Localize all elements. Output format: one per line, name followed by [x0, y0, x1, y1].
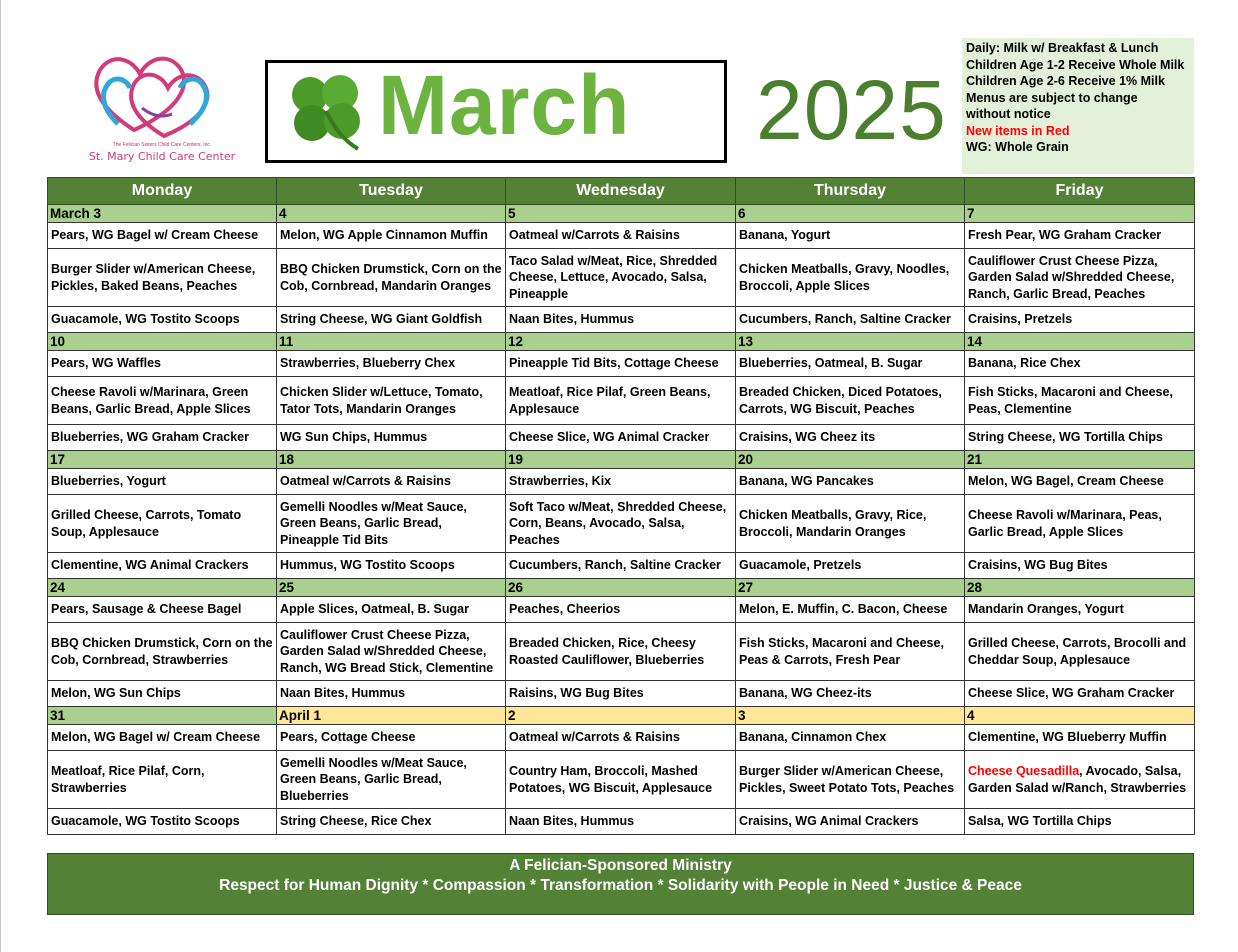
breakfast-cell: Strawberries, Blueberry Chex	[277, 351, 506, 377]
breakfast-cell: Pineapple Tid Bits, Cottage Cheese	[506, 351, 736, 377]
shamrock-icon	[282, 71, 370, 153]
note-new-items-red: New items in Red	[966, 123, 1070, 138]
hearts-logo-icon	[72, 38, 252, 142]
snack-cell: String Cheese, WG Tortilla Chips	[965, 425, 1195, 451]
lunch-row	[48, 495, 1195, 553]
lunch-cell: Soft Taco w/Meat, Shredded Cheese, Corn, Beans, Avocado, Salsa, Peaches	[506, 495, 736, 553]
weekday-header: Friday	[965, 178, 1195, 205]
lunch-cell: Cheese Ravoli w/Marinara, Peas, Garlic Bread, Apple Slices	[965, 495, 1195, 553]
breakfast-cell: Melon, WG Bagel, Cream Cheese	[965, 469, 1195, 495]
breakfast-cell: Blueberries, Yogurt	[48, 469, 277, 495]
lunch-cell: Gemelli Noodles w/Meat Sauce, Green Beans, Garlic Bread, Pineapple Tid Bits	[277, 495, 506, 553]
menu-calendar-table	[47, 177, 1195, 835]
weekday-header: Monday	[48, 178, 277, 205]
lunch-cell: Cauliflower Crust Cheese Pizza, Garden Salad w/Shredded Cheese, Ranch, WG Bread Stick, Clementine	[277, 623, 506, 681]
snack-cell: Cucumbers, Ranch, Saltine Cracker	[506, 553, 736, 579]
menu-notes-panel	[962, 38, 1194, 174]
breakfast-cell: Banana, WG Pancakes	[736, 469, 965, 495]
breakfast-cell: Strawberries, Kix	[506, 469, 736, 495]
weekday-header: Wednesday	[506, 178, 736, 205]
breakfast-cell: Mandarin Oranges, Yogurt	[965, 597, 1195, 623]
date-cell: 5	[506, 205, 736, 223]
snack-row	[48, 809, 1195, 835]
logo-center-name: St. Mary Child Care Center	[88, 150, 236, 163]
date-cell: 26	[506, 579, 736, 597]
lunch-cell: Chicken Meatballs, Gravy, Noodles, Broccoli, Apple Slices	[736, 249, 965, 307]
snack-cell: Cucumbers, Ranch, Saltine Cracker	[736, 307, 965, 333]
month-title-box	[265, 60, 727, 163]
date-cell: 17	[48, 451, 277, 469]
lunch-cell: Chicken Slider w/Lettuce, Tomato, Tator Tots, Mandarin Oranges	[277, 377, 506, 425]
snack-cell: Banana, WG Cheez-its	[736, 681, 965, 707]
date-cell-april: 3	[736, 707, 965, 725]
lunch-cell: Burger Slider w/American Cheese, Pickles, Sweet Potato Tots, Peaches	[736, 751, 965, 809]
date-row	[48, 333, 1195, 351]
lunch-cell: Grilled Cheese, Carrots, Tomato Soup, Applesauce	[48, 495, 277, 553]
date-cell-april: April 1	[277, 707, 506, 725]
lunch-cell-rest: , Avocado, Salsa, Garden Salad w/Ranch, Strawberries	[968, 764, 1187, 795]
snack-cell: Guacamole, WG Tostito Scoops	[48, 307, 277, 333]
date-cell: 11	[277, 333, 506, 351]
weekday-header-row	[48, 178, 1195, 205]
breakfast-cell: Pears, WG Waffles	[48, 351, 277, 377]
breakfast-cell: Oatmeal w/Carrots & Raisins	[277, 469, 506, 495]
note-line: Children Age 2-6 Receive 1% Milk	[966, 74, 1165, 88]
breakfast-cell: Banana, Rice Chex	[965, 351, 1195, 377]
date-cell: 24	[48, 579, 277, 597]
lunch-row	[48, 623, 1195, 681]
breakfast-cell: Fresh Pear, WG Graham Cracker	[965, 223, 1195, 249]
snack-cell: Clementine, WG Animal Crackers	[48, 553, 277, 579]
breakfast-cell: Blueberries, Oatmeal, B. Sugar	[736, 351, 965, 377]
lunch-cell: Breaded Chicken, Diced Potatoes, Carrots, WG Biscuit, Peaches	[736, 377, 965, 425]
breakfast-cell: Pears, Sausage & Cheese Bagel	[48, 597, 277, 623]
snack-row	[48, 307, 1195, 333]
lunch-cell: BBQ Chicken Drumstick, Corn on the Cob, Cornbread, Strawberries	[48, 623, 277, 681]
snack-cell: Craisins, WG Bug Bites	[965, 553, 1195, 579]
lunch-cell: Meatloaf, Rice Pilaf, Corn, Strawberries	[48, 751, 277, 809]
breakfast-row	[48, 725, 1195, 751]
snack-row	[48, 681, 1195, 707]
snack-cell: Cheese Slice, WG Animal Cracker	[506, 425, 736, 451]
snack-cell: Craisins, WG Animal Crackers	[736, 809, 965, 835]
snack-row	[48, 425, 1195, 451]
breakfast-cell: Clementine, WG Blueberry Muffin	[965, 725, 1195, 751]
lunch-row	[48, 751, 1195, 809]
breakfast-cell: Pears, Cottage Cheese	[277, 725, 506, 751]
snack-cell: WG Sun Chips, Hummus	[277, 425, 506, 451]
breakfast-cell: Melon, E. Muffin, C. Bacon, Cheese	[736, 597, 965, 623]
lunch-cell: Chicken Meatballs, Gravy, Rice, Broccoli, Mandarin Oranges	[736, 495, 965, 553]
note-line: Daily: Milk w/ Breakfast & Lunch	[966, 41, 1159, 55]
lunch-cell: Grilled Cheese, Carrots, Brocolli and Cheddar Soup, Applesauce	[965, 623, 1195, 681]
note-line: WG: Whole Grain	[966, 140, 1069, 154]
lunch-cell: Breaded Chicken, Rice, Cheesy Roasted Cauliflower, Blueberries	[506, 623, 736, 681]
snack-cell: Naan Bites, Hummus	[506, 809, 736, 835]
date-cell: 10	[48, 333, 277, 351]
snack-cell: Cheese Slice, WG Graham Cracker	[965, 681, 1195, 707]
breakfast-cell: Oatmeal w/Carrots & Raisins	[506, 725, 736, 751]
lunch-cell: Cheese Ravoli w/Marinara, Green Beans, Garlic Bread, Apple Slices	[48, 377, 277, 425]
breakfast-cell: Pears, WG Bagel w/ Cream Cheese	[48, 223, 277, 249]
year-title: 2025	[756, 63, 947, 157]
date-cell-april: 4	[965, 707, 1195, 725]
month-title: March	[378, 58, 631, 152]
date-cell: 19	[506, 451, 736, 469]
lunch-cell: Meatloaf, Rice Pilaf, Green Beans, Applesauce	[506, 377, 736, 425]
lunch-row	[48, 377, 1195, 425]
date-cell: 12	[506, 333, 736, 351]
date-cell: 31	[48, 707, 277, 725]
snack-cell: Melon, WG Sun Chips	[48, 681, 277, 707]
lunch-cell: Burger Slider w/American Cheese, Pickles, Baked Beans, Peaches	[48, 249, 277, 307]
date-cell: 13	[736, 333, 965, 351]
snack-cell: Salsa, WG Tortilla Chips	[965, 809, 1195, 835]
snack-cell: Guacamole, Pretzels	[736, 553, 965, 579]
snack-row	[48, 553, 1195, 579]
weekday-header: Tuesday	[277, 178, 506, 205]
snack-cell: Guacamole, WG Tostito Scoops	[48, 809, 277, 835]
date-cell: 27	[736, 579, 965, 597]
snack-cell: Hummus, WG Tostito Scoops	[277, 553, 506, 579]
breakfast-row	[48, 351, 1195, 377]
footer-title: A Felician-Sponsored Ministry	[509, 857, 732, 874]
lunch-cell: Country Ham, Broccoli, Mashed Potatoes, WG Biscuit, Applesauce	[506, 751, 736, 809]
date-cell: 21	[965, 451, 1195, 469]
breakfast-cell: Oatmeal w/Carrots & Raisins	[506, 223, 736, 249]
breakfast-cell: Peaches, Cheerios	[506, 597, 736, 623]
date-cell: 7	[965, 205, 1195, 223]
date-row	[48, 451, 1195, 469]
lunch-cell: Cauliflower Crust Cheese Pizza, Garden Salad w/Shredded Cheese, Ranch, Garlic Bread, Peaches	[965, 249, 1195, 307]
snack-cell: Naan Bites, Hummus	[506, 307, 736, 333]
lunch-cell: Fish Sticks, Macaroni and Cheese, Peas & Carrots, Fresh Pear	[736, 623, 965, 681]
breakfast-cell: Melon, WG Apple Cinnamon Muffin	[277, 223, 506, 249]
date-cell: 20	[736, 451, 965, 469]
lunch-cell: Gemelli Noodles w/Meat Sauce, Green Beans, Garlic Bread, Blueberries	[277, 751, 506, 809]
footer-values: Respect for Human Dignity * Compassion * Transformation * Solidarity with People in Need * Justice & Peace	[219, 877, 1022, 894]
lunch-cell: Taco Salad w/Meat, Rice, Shredded Cheese, Lettuce, Avocado, Salsa, Pineapple	[506, 249, 736, 307]
note-line: without notice	[966, 107, 1051, 121]
logo-org-line: The Felician Sisters Child Care Centers, Inc.	[112, 142, 212, 148]
breakfast-row	[48, 469, 1195, 495]
snack-cell: String Cheese, WG Giant Goldfish	[277, 307, 506, 333]
snack-cell: Craisins, Pretzels	[965, 307, 1195, 333]
date-row	[48, 205, 1195, 223]
date-cell-april: 2	[506, 707, 736, 725]
breakfast-row	[48, 597, 1195, 623]
date-cell: 14	[965, 333, 1195, 351]
date-cell: 4	[277, 205, 506, 223]
note-line: Menus are subject to change	[966, 90, 1138, 105]
lunch-row	[48, 249, 1195, 307]
center-logo	[72, 38, 252, 168]
note-line: Children Age 1-2 Receive Whole Milk	[966, 57, 1185, 72]
lunch-cell	[965, 751, 1195, 809]
breakfast-cell: Banana, Cinnamon Chex	[736, 725, 965, 751]
snack-cell: Raisins, WG Bug Bites	[506, 681, 736, 707]
new-item-red: Cheese Quesadilla	[968, 764, 1080, 778]
date-cell: March 3	[48, 205, 277, 223]
ministry-footer	[47, 853, 1194, 915]
page-edge	[0, 0, 1, 952]
lunch-cell: BBQ Chicken Drumstick, Corn on the Cob, Cornbread, Mandarin Oranges	[277, 249, 506, 307]
date-cell: 28	[965, 579, 1195, 597]
snack-cell: String Cheese, Rice Chex	[277, 809, 506, 835]
date-row	[48, 579, 1195, 597]
snack-cell: Naan Bites, Hummus	[277, 681, 506, 707]
snack-cell: Craisins, WG Cheez its	[736, 425, 965, 451]
date-cell: 6	[736, 205, 965, 223]
snack-cell: Blueberries, WG Graham Cracker	[48, 425, 277, 451]
date-cell: 25	[277, 579, 506, 597]
weekday-header: Thursday	[736, 178, 965, 205]
breakfast-row	[48, 223, 1195, 249]
date-cell: 18	[277, 451, 506, 469]
lunch-cell: Fish Sticks, Macaroni and Cheese, Peas, Clementine	[965, 377, 1195, 425]
breakfast-cell: Apple Slices, Oatmeal, B. Sugar	[277, 597, 506, 623]
date-row	[48, 707, 1195, 725]
breakfast-cell: Banana, Yogurt	[736, 223, 965, 249]
breakfast-cell: Melon, WG Bagel w/ Cream Cheese	[48, 725, 277, 751]
